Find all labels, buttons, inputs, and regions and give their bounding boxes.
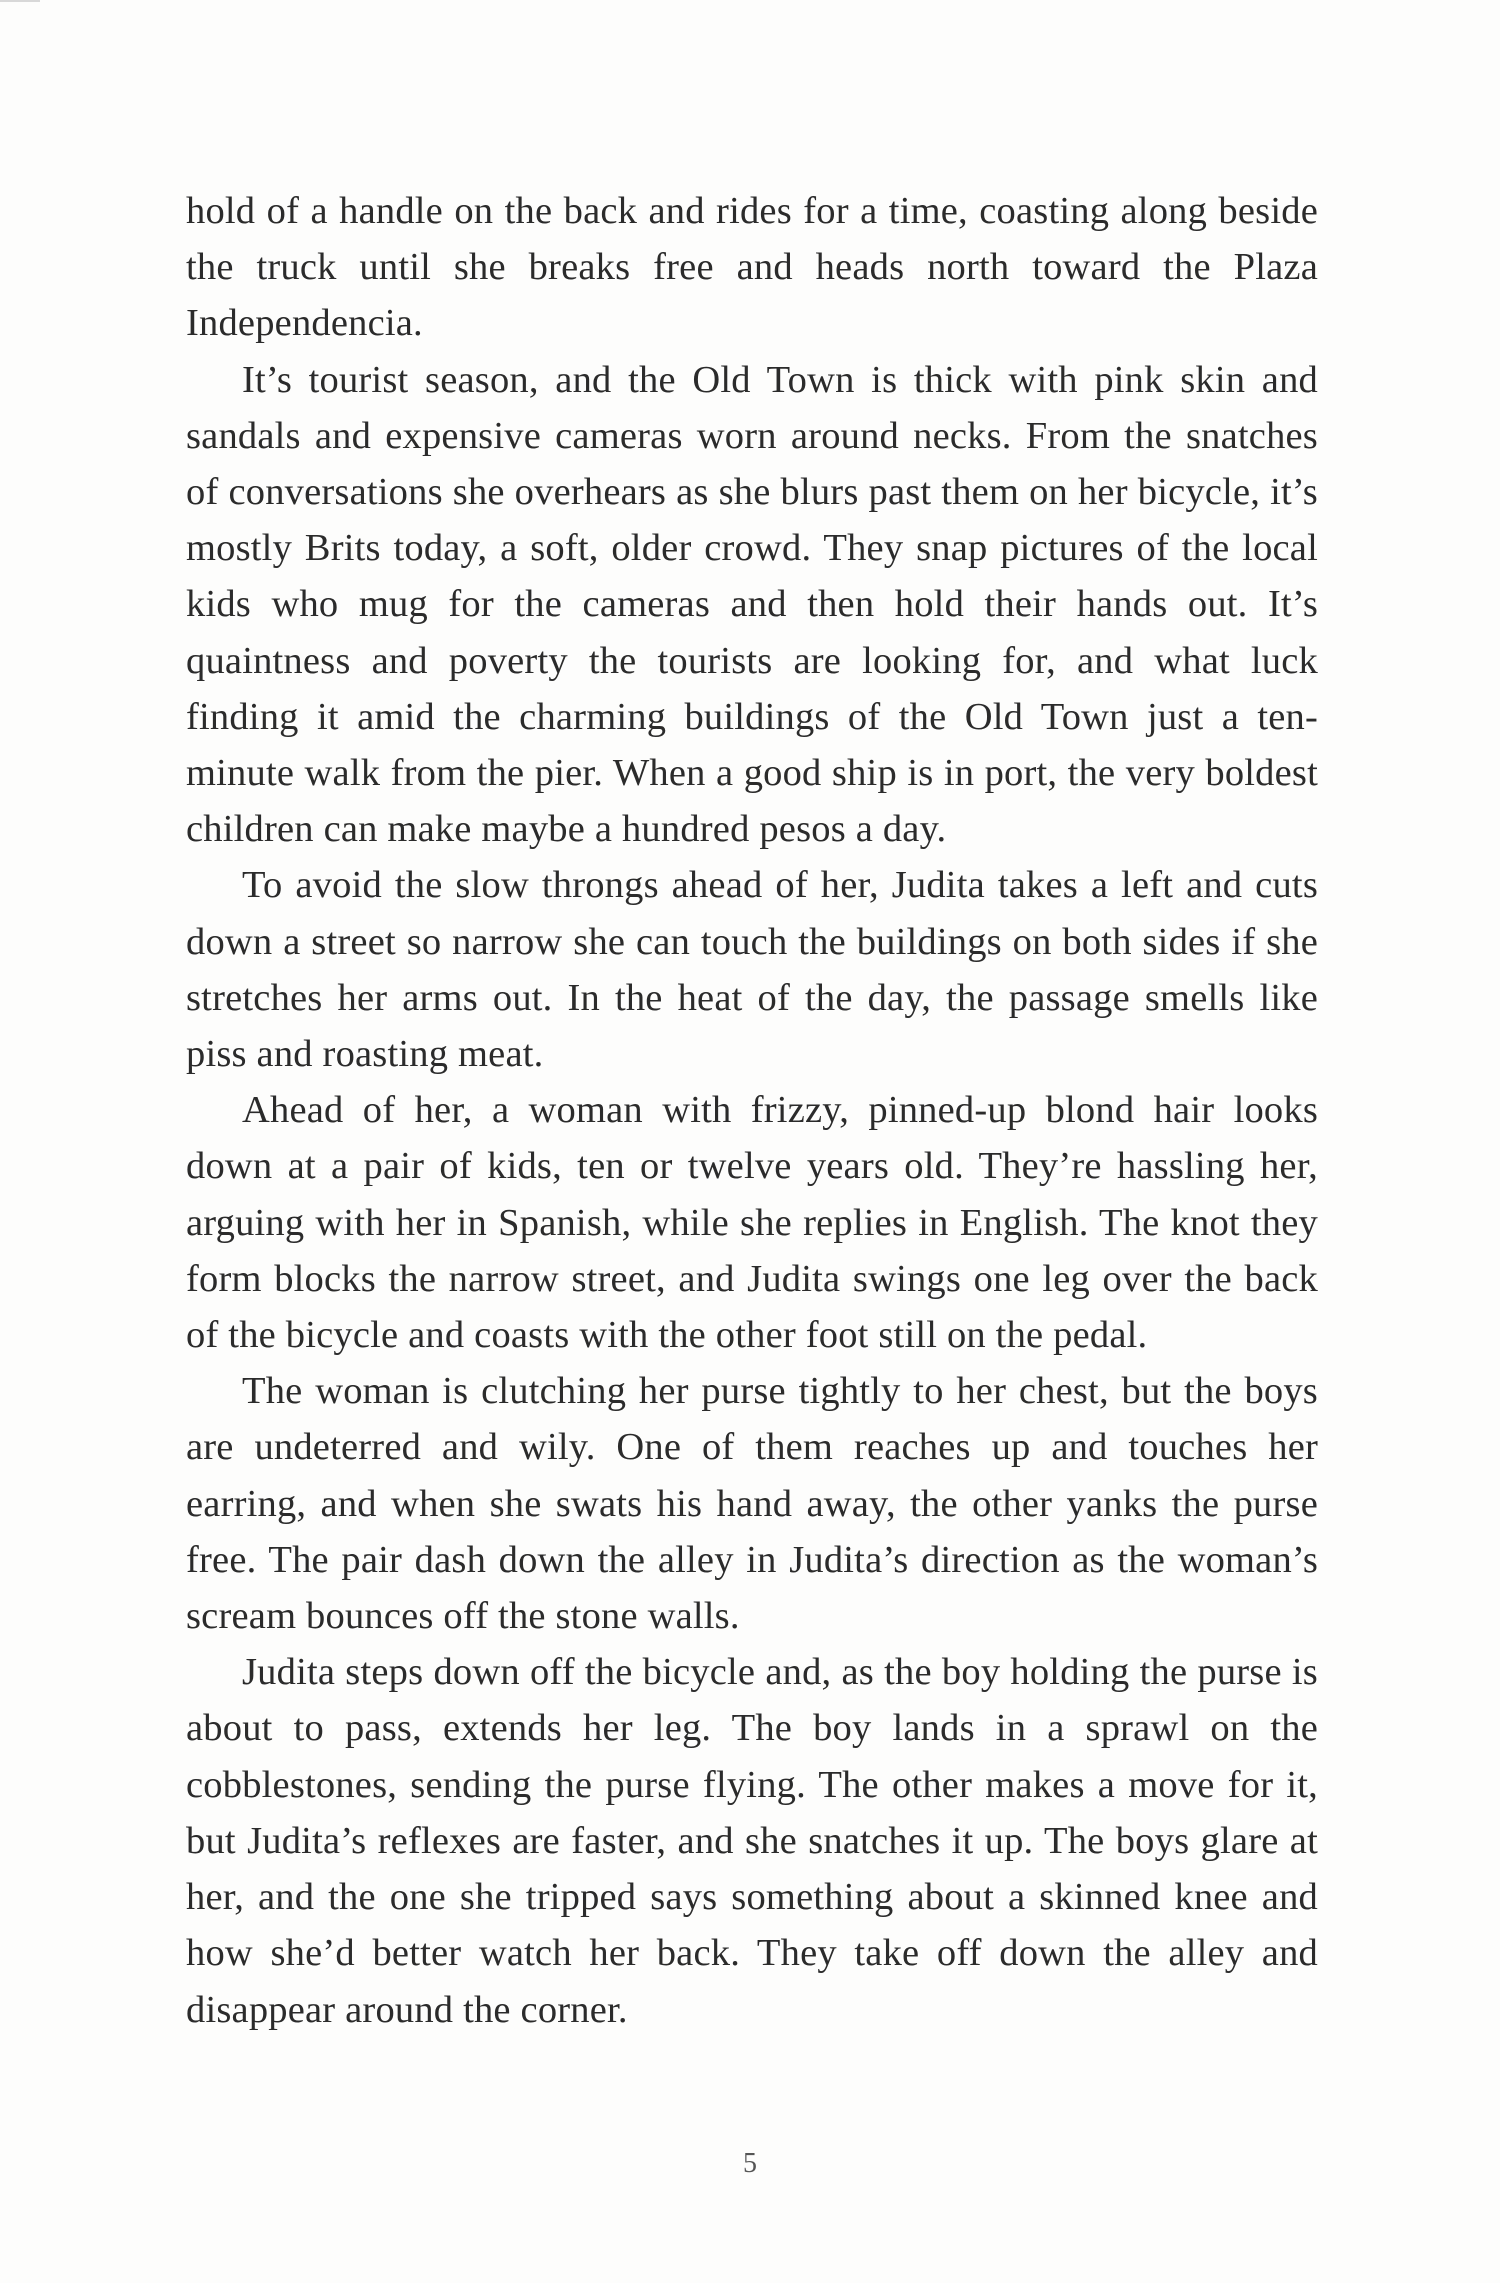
paragraph-3: To avoid the slow throngs ahead of her, Judita takes a left and cuts down a street so narrow she can touch the buildings on both sides if she stretches her arms out. In the heat of the day, the passage smells like piss and roasting meat.	[186, 864, 1318, 1076]
paragraph-6: Judita steps down off the bicycle and, as the boy holding the purse is about to pass, extends her leg. The boy lands in a sprawl on the cobblestones, sending the purse flying. The other makes a move for it, but Judita’s reflexes are faster, and she snatches it up. The boys glare at her, and the one she tripped says something about a skinned knee and how she’d better watch her back. They take off down the alley and disappear around the corner.	[186, 1651, 1318, 2031]
body-text	[186, 183, 1318, 2038]
paragraph-1: hold of a handle on the back and rides for a time, coasting along beside the truck until she breaks free and heads north toward the Plaza Independencia.	[186, 190, 1318, 345]
paragraph-5: The woman is clutching her purse tightly to her chest, but the boys are undeterred and wily. One of them reaches up and touches her earring, and when she swats his hand away, the other yanks the purse free. The pair dash down the alley in Judita’s direction as the woman’s scream bounces off the stone walls.	[186, 1370, 1318, 1638]
paragraph-2: It’s tourist season, and the Old Town is thick with pink skin and sandals and expensive cameras worn around necks. From the snatches of conversations she overhears as she blurs past them on her bicycle, it’s mostly Brits today, a soft, older crowd. They snap pictures of the local kids who mug for the cameras and then hold their hands out. It’s quaintness and poverty the tourists are looking for, and what luck finding it amid the charming buildings of the Old Town just a ten-minute walk from the pier. When a good ship is in port, the very boldest children can make maybe a hundred pesos a day.	[186, 358, 1318, 851]
page-number: 5	[743, 2148, 757, 2179]
paragraph-4: Ahead of her, a woman with frizzy, pinned-up blond hair looks down at a pair of kids, ten or twelve years old. They’re hassling her, arguing with her in Spanish, while she replies in English. The knot they form blocks the narrow street, and Judita swings one leg over the back of the bicycle and coasts with the other foot still on the pedal.	[186, 1089, 1318, 1357]
scan-corner-mark	[0, 0, 40, 8]
